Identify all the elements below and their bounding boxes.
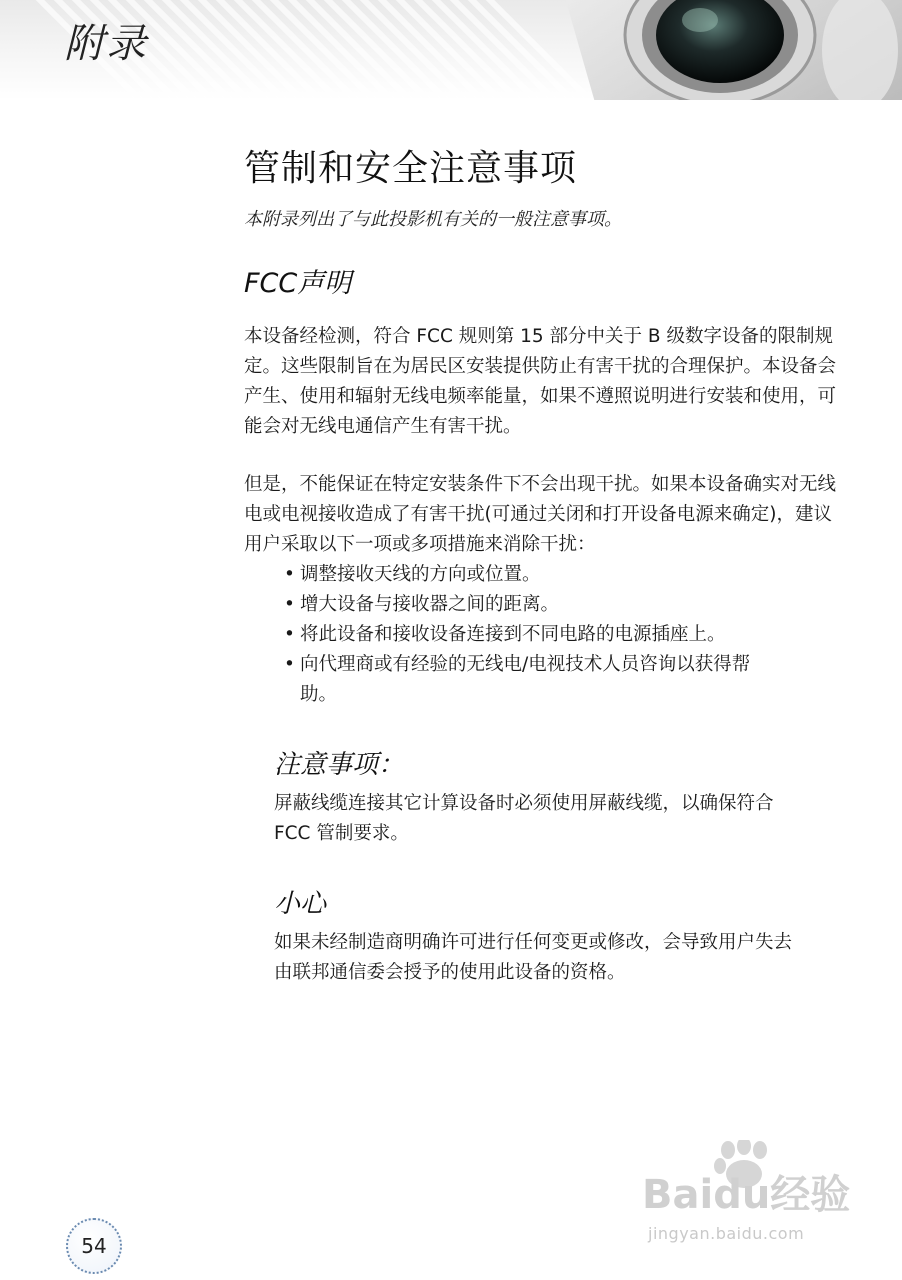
- page-header: [0, 0, 902, 100]
- baidu-paw-logo-icon: [636, 1140, 866, 1220]
- bullet-icon: •: [284, 594, 295, 615]
- page-subtitle: 本附录列出了与此投影机有关的一般注意事项。: [244, 209, 622, 230]
- main-content: [244, 140, 844, 988]
- fcc-paragraph-2: 但是，不能保证在特定安装条件下不会出现干扰。如果本设备确实对无线电或电视接收造成了有害干扰(可通过关闭和打开设备电源来确定)，建议用户采取以下一项或多项措施来消除干扰：: [244, 474, 837, 555]
- caution-text: 如果未经制造商明确许可进行任何变更或修改，会导致用户失去由联邦通信委会授予的使用此设备的资格。: [274, 932, 793, 983]
- baidu-watermark: [636, 1140, 866, 1250]
- notice-section: [274, 744, 844, 849]
- projector-lens-graphic: [560, 0, 902, 100]
- list-item-text: 将此设备和接收设备连接到不同电路的电源插座上。: [300, 624, 726, 645]
- page-number: 54: [81, 1234, 107, 1258]
- watermark-brand: Baidu经验: [642, 1172, 851, 1218]
- notice-heading: 注意事项：: [274, 750, 405, 780]
- fcc-paragraph-1: 本设备经检测，符合 FCC 规则第 15 部分中关于 B 级数字设备的限制规定。这些限制旨在为居民区安装提供防止有害干扰的合理保护。本设备会产生、使用和辐射无线电频率能量，如果不遵照说明进行安装和使用，可能会对无线电通信产生有害干扰。: [244, 326, 837, 437]
- list-item-text: 增大设备与接收器之间的距离。: [300, 594, 560, 615]
- bullet-icon: •: [284, 654, 295, 675]
- measures-list: [244, 560, 844, 710]
- list-item-text: 调整接收天线的方向或位置。: [300, 564, 541, 585]
- page-title: 管制和安全注意事项: [244, 148, 578, 189]
- bullet-icon: •: [284, 624, 295, 645]
- section-title: 附录: [64, 21, 148, 67]
- list-item: [284, 650, 770, 710]
- page-number-badge: [66, 1218, 122, 1274]
- bullet-icon: •: [284, 564, 295, 585]
- caution-heading: 小心: [274, 889, 327, 919]
- list-item: [284, 560, 844, 590]
- list-item: [284, 590, 844, 620]
- caution-section: [274, 883, 844, 988]
- watermark-url: jingyan.baidu.com: [648, 1224, 805, 1243]
- list-item: [284, 620, 844, 650]
- notice-text: 屏蔽线缆连接其它计算设备时必须使用屏蔽线缆，以确保符合 FCC 管制要求。: [274, 793, 774, 844]
- list-item-text: 向代理商或有经验的无线电/电视技术人员咨询以获得帮助。: [300, 654, 751, 705]
- fcc-statement-heading: FCC声明: [244, 268, 352, 299]
